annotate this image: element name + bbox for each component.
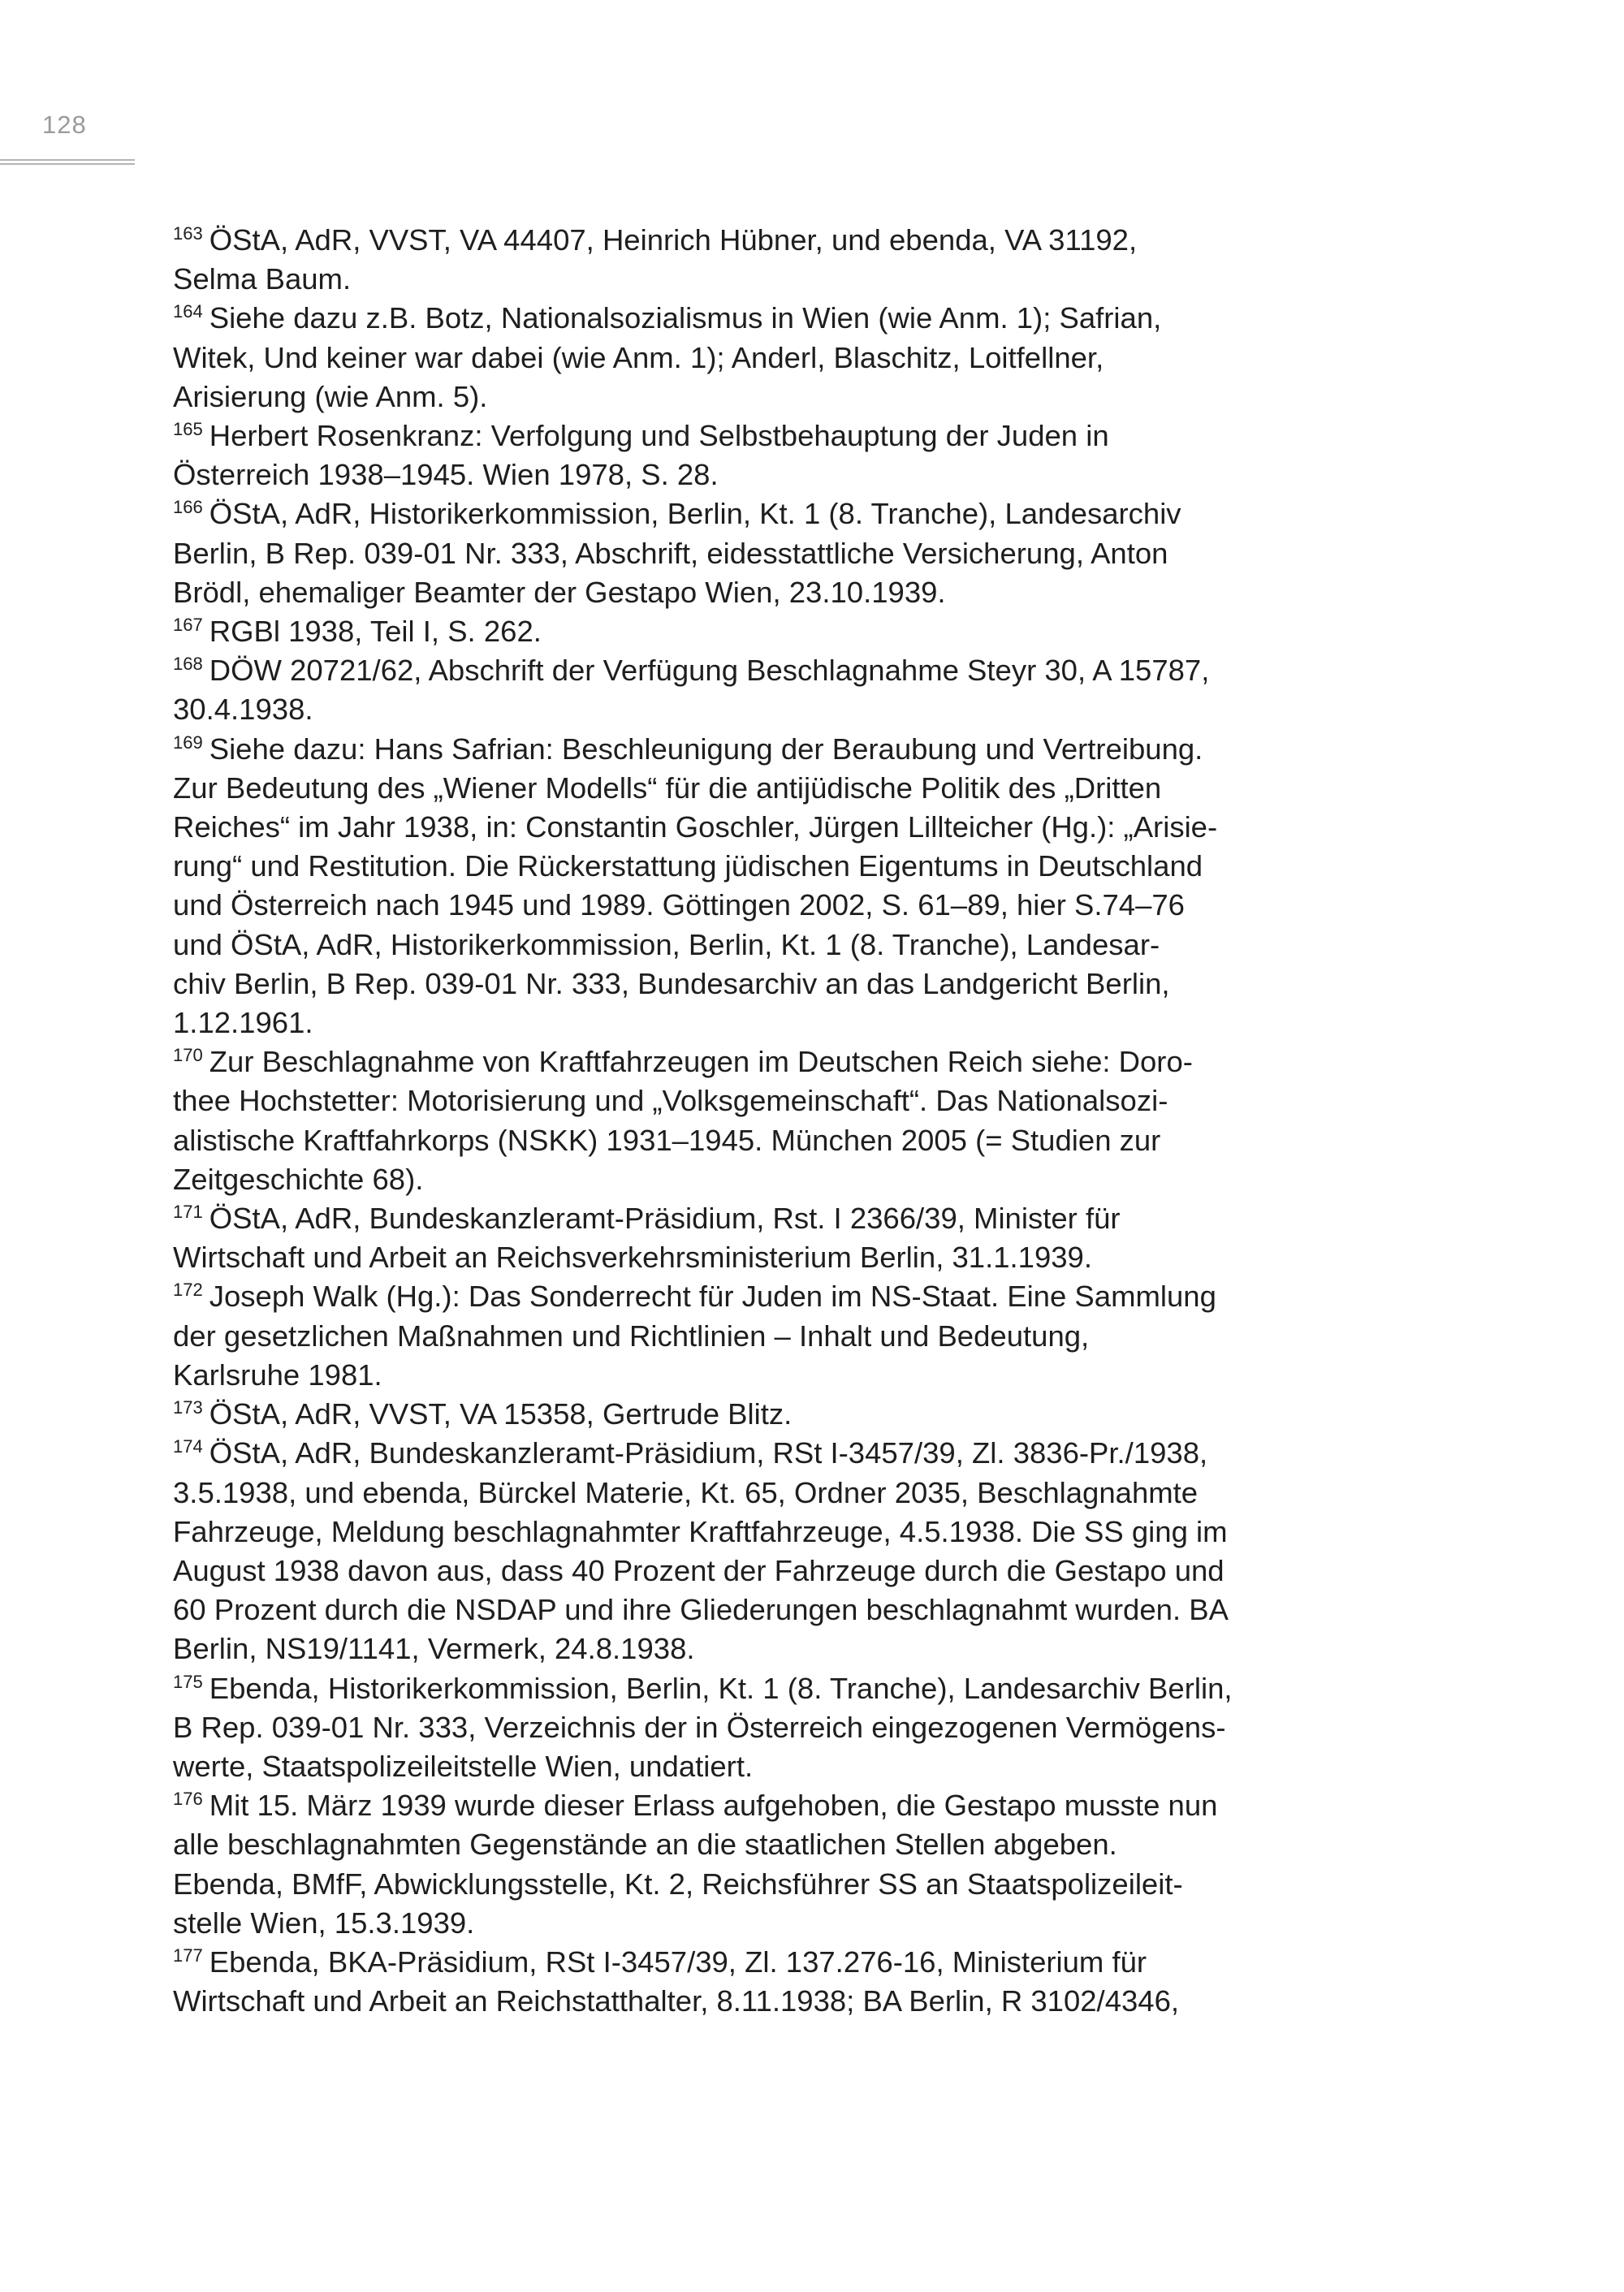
footnote-text: Brödl, ehemaliger Beamter der Gestapo Wien, 23.10.1939. [173,575,946,609]
footnote-number: 164 [173,301,203,322]
footnote-line [173,1004,1269,1042]
footnote-text: RGBl 1938, Teil I, S. 262. [209,615,542,649]
footnote-165 [173,417,1269,494]
footnote-text: Ebenda, Historikerkommission, Berlin, Kt. 1 (8. Tranche), Landesarchiv Berlin, [209,1671,1233,1705]
footnote-177 [173,1943,1269,2021]
footnote-line [173,1356,1269,1395]
footnote-line [173,1708,1269,1747]
footnote-line [173,339,1269,378]
footnote-174 [173,1434,1269,1668]
footnote-line [173,1238,1269,1277]
footnote-line [173,808,1269,847]
footnote-text: 30.4.1938. [173,693,313,727]
footnote-number: 163 [173,223,203,244]
footnote-number: 171 [173,1202,203,1223]
footnote-line [173,1591,1269,1629]
footnote-163 [173,221,1269,299]
footnote-number: 167 [173,615,203,636]
footnote-text: ÖStA, AdR, VVST, VA 44407, Heinrich Hübner, und ebenda, VA 31192, [209,223,1138,257]
footnote-line [173,886,1269,925]
footnote-line [173,1474,1269,1513]
footnote-line [173,1434,1269,1473]
footnotes-section [173,221,1269,2021]
footnote-text: 1.12.1961. [173,1006,313,1040]
footnote-text: rung“ und Restitution. Die Rückerstattung jüdischen Eigentums in Deutschland [173,849,1203,883]
footnote-text: Ebenda, BMfF, Abwicklungsstelle, Kt. 2, Reichsführer SS an Staatspolizeileit- [173,1867,1183,1901]
footnote-line [173,1786,1269,1825]
footnote-164 [173,299,1269,417]
footnote-line [173,1160,1269,1199]
footnote-169 [173,730,1269,1043]
footnote-number: 166 [173,497,203,518]
footnote-number: 174 [173,1436,203,1457]
footnote-text: Ebenda, BKA-Präsidium, RSt I-3457/39, Zl. 137.276-16, Ministerium für [209,1945,1147,1979]
footnote-line [173,1121,1269,1160]
footnote-text: Witek, Und keiner war dabei (wie Anm. 1); Anderl, Blaschitz, Loitfellner, [173,340,1104,374]
footnote-text: Siehe dazu z.B. Botz, Nationalsozialismus in Wien (wie Anm. 1); Safrian, [209,301,1162,335]
footnote-text: Herbert Rosenkranz: Verfolgung und Selbstbehauptung der Juden in [209,419,1109,453]
footnote-line [173,1982,1269,2021]
footnote-text: thee Hochstetter: Motorisierung und „Volksgemeinschaft“. Das Nationalsozi- [173,1084,1168,1118]
footnote-text: alistische Kraftfahrkorps (NSKK) 1931–1945. München 2005 (= Studien zur [173,1123,1161,1157]
footnote-text: stelle Wien, 15.3.1939. [173,1906,475,1940]
footnote-line [173,612,1269,651]
footnote-text: werte, Staatspolizeileitstelle Wien, undatiert. [173,1749,754,1783]
footnote-168 [173,651,1269,729]
footnote-line [173,417,1269,455]
footnote-text: Joseph Walk (Hg.): Das Sonderrecht für Juden im NS-Staat. Eine Sammlung [209,1280,1216,1314]
footnote-line [173,573,1269,612]
footnote-line [173,1081,1269,1120]
footnote-number: 170 [173,1045,203,1066]
footnote-text: Karlsruhe 1981. [173,1358,382,1392]
footnote-text: chiv Berlin, B Rep. 039-01 Nr. 333, Bundesarchiv an das Landgericht Berlin, [173,966,1170,1000]
footnote-170 [173,1042,1269,1199]
footnote-line [173,1865,1269,1904]
footnote-line [173,1317,1269,1356]
footnote-number: 175 [173,1671,203,1692]
footnote-line [173,651,1269,690]
footnote-line [173,455,1269,494]
footnote-line [173,1747,1269,1786]
footnote-text: und ÖStA, AdR, Historikerkommission, Berlin, Kt. 1 (8. Tranche), Landesar- [173,927,1160,961]
footnote-text: Siehe dazu: Hans Safrian: Beschleunigung der Beraubung und Vertreibung. [209,732,1203,766]
footnote-line [173,1943,1269,1982]
footnote-text: und Österreich nach 1945 und 1989. Göttingen 2002, S. 61–89, hier S.74–76 [173,888,1185,922]
footnote-173 [173,1395,1269,1434]
footnote-line [173,1277,1269,1316]
footnote-text: August 1938 davon aus, dass 40 Prozent der Fahrzeuge durch die Gestapo und [173,1553,1224,1587]
footnote-number: 168 [173,654,203,675]
footnote-text: Fahrzeuge, Meldung beschlagnahmter Kraftfahrzeuge, 4.5.1938. Die SS ging im [173,1514,1228,1548]
footnote-text: ÖStA, AdR, Bundeskanzleramt-Präsidium, RSt I-3457/39, Zl. 3836-Pr./1938, [209,1436,1208,1470]
footnote-line [173,1199,1269,1238]
footnote-line [173,494,1269,533]
footnote-line [173,730,1269,769]
footnote-line [173,1513,1269,1552]
footnote-text: Zur Bedeutung des „Wiener Modells“ für die antijüdische Politik des „Dritten [173,770,1162,805]
footnote-line [173,221,1269,260]
footnote-line [173,534,1269,573]
footnote-line [173,1629,1269,1668]
footnote-number: 165 [173,419,203,440]
footnote-text: DÖW 20721/62, Abschrift der Verfügung Beschlagnahme Steyr 30, A 15787, [209,654,1210,688]
footnote-line [173,1904,1269,1943]
footnote-line [173,965,1269,1004]
footnote-text: Selma Baum. [173,262,352,296]
footnote-line [173,1395,1269,1434]
footnote-172 [173,1277,1269,1395]
footnote-line [173,847,1269,886]
footnote-line [173,299,1269,338]
footnote-166 [173,494,1269,612]
footnote-line [173,769,1269,808]
page-number: 128 [42,110,87,139]
footnote-text: 3.5.1938, und ebenda, Bürckel Materie, Kt. 65, Ordner 2035, Beschlagnahmte [173,1475,1199,1509]
header-rule [0,159,135,165]
footnote-text: Wirtschaft und Arbeit an Reichsverkehrsministerium Berlin, 31.1.1939. [173,1241,1092,1275]
footnote-text: Mit 15. März 1939 wurde dieser Erlass aufgehoben, die Gestapo musste nun [209,1789,1218,1823]
footnote-line [173,1669,1269,1708]
footnote-line [173,1552,1269,1591]
footnote-line [173,1042,1269,1081]
footnote-text: Berlin, B Rep. 039-01 Nr. 333, Abschrift, eidesstattliche Versicherung, Anton [173,536,1168,570]
footnote-line [173,378,1269,417]
footnote-text: Reiches“ im Jahr 1938, in: Constantin Goschler, Jürgen Lillteicher (Hg.): „Arisie- [173,810,1218,844]
footnote-number: 172 [173,1280,203,1301]
footnote-text: der gesetzlichen Maßnahmen und Richtlinien – Inhalt und Bedeutung, [173,1319,1090,1353]
footnote-text: ÖStA, AdR, Bundeskanzleramt-Präsidium, Rst. I 2366/39, Minister für [209,1202,1121,1236]
footnote-text: Zeitgeschichte 68). [173,1162,424,1196]
footnote-text: Zur Beschlagnahme von Kraftfahrzeugen im Deutschen Reich siehe: Doro- [209,1045,1193,1079]
footnote-number: 173 [173,1397,203,1418]
footnote-175 [173,1669,1269,1787]
footnote-line [173,690,1269,729]
footnote-text: 60 Prozent durch die NSDAP und ihre Gliederungen beschlagnahmt wurden. BA [173,1593,1229,1627]
footnote-176 [173,1786,1269,1943]
footnote-171 [173,1199,1269,1277]
footnote-number: 177 [173,1945,203,1966]
footnote-line [173,926,1269,965]
footnote-text: alle beschlagnahmten Gegenstände an die staatlichen Stellen abgeben. [173,1828,1117,1862]
footnote-text: Berlin, NS19/1141, Vermerk, 24.8.1938. [173,1632,695,1666]
footnote-text: ÖStA, AdR, VVST, VA 15358, Gertrude Blitz. [209,1397,793,1431]
footnote-text: B Rep. 039-01 Nr. 333, Verzeichnis der in Österreich eingezogenen Vermögens- [173,1710,1226,1744]
footnote-text: Österreich 1938–1945. Wien 1978, S. 28. [173,458,719,492]
footnote-167 [173,612,1269,651]
footnote-line [173,1825,1269,1864]
footnote-number: 169 [173,732,203,753]
footnote-number: 176 [173,1789,203,1810]
footnote-text: Wirtschaft und Arbeit an Reichstatthalter, 8.11.1938; BA Berlin, R 3102/4346, [173,1984,1180,2018]
footnote-line [173,260,1269,299]
footnote-text: Arisierung (wie Anm. 5). [173,379,488,413]
footnote-text: ÖStA, AdR, Historikerkommission, Berlin, Kt. 1 (8. Tranche), Landesarchiv [209,497,1181,531]
